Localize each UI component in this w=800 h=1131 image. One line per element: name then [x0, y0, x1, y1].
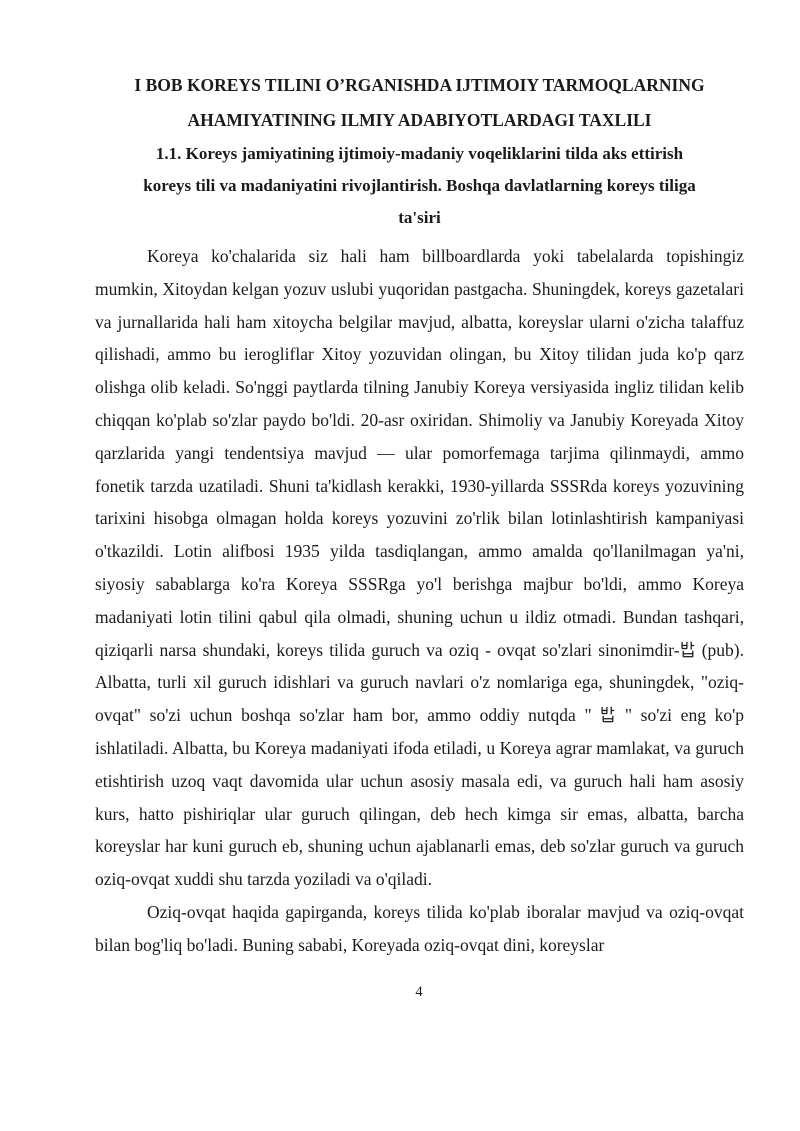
section-heading — [95, 138, 744, 234]
chapter-heading-line-2: AHAMIYATINING ILMIY ADABIYOTLARDAGI TAXLILI — [187, 110, 652, 130]
page-number: 4 — [415, 983, 424, 1000]
hangul-bap-glyph — [600, 706, 616, 723]
body-paragraph-2: Oziq-ovqat haqida gapirganda, koreys tilida ko'plab iboralar mavjud va oziq-ovqat bilan bog'liq bo'ladi. Buning sababi, Koreyada oziq-ovqat dini, koreyslar — [95, 901, 744, 955]
body-paragraph-1: Koreya ko'chalarida siz hali ham billboardlarda yoki tabelalarda topishingiz mumkin, Xitoydan kelgan yozuv uslubi yuqoridan pastgacha. Shuningdek, koreys gazetalari va jurnallarida hali ham xitoycha belgilar mavjud, albatta, koreyslar ularni o'zicha talaffuz qilishadi, ammo bu ierogliflar Xitoy yozuvidan olingan, bu Xitoy tilidan juda ko'p qarz olishga olib keladi. So'nggi paytlarda tilning Janubiy Koreya versiyasida ingliz tilidan kelib chiqqan ko'plab so'zlar paydo bo'ldi. 20-asr oxiridan. Shimoliy va Janubiy Koreyada Xitoy qarzlarida yangi tendentsiya mavjud — ular pomorfemaga tarjima qilinmaydi, ammo fonetik tarzda uzatiladi. Shuni ta'kidlash kerakki, 1930-yillarda SSSRda koreys yozuvining tarixini hisobga olmagan holda koreys yozuvini zo'rlik bilan lotinlashtirish kampaniyasi o'tkazildi. Lotin alifbosi 1935 yilda tasdiqlangan, ammo amalda qo'llanilmagan ya'ni, siyosiy sabablarga ko'ra Koreya SSSRga yo'l berishga majbur bo'ldi, ammo Koreya madaniyati lotin tilini qabul qila olmadi, shuning uchun u ildiz otmadi. Bundan tashqari, qiziqarli narsa shundaki, koreys tilida guruch va oziq - ovqat so'zlari sinonimdir- (pub). Albatta, turli xil guruch idishlari va guruch navlari o'z nomlariga ega, shuningdek, "oziq-ovqat" so'zi uchun boshqa so'zlar ham bor, ammo oddiy nutqda " " so'zi eng ko'p ishlatiladi. Albatta, bu Koreya madaniyati ifoda etiladi, u Koreya agrar mamlakat, va guruch etishtirish uzoq vaqt davomida ular uchun asosiy masala edi, va guruch hali ham asosiy kurs, hatto pishiriqlar ular guruch qilingan, deb hech kimga sir emas, albatta, barcha koreyslar har kuni guruch eb, shuning uchun ajablanarli emas, deb so'zlar guruch va guruch oziq-ovqat xuddi shu tarzda yoziladi va o'qiladi. — [95, 246, 744, 890]
section-heading-line-3: ta'siri — [398, 208, 441, 227]
chapter-heading — [95, 68, 744, 138]
chapter-heading-line-1: I BOB KOREYS TILINI O’RGANISHDA IJTIMOIY TARMOQLARNING — [134, 75, 705, 95]
section-heading-line-2: koreys tili va madaniyatini rivojlantirish. Boshqa davlatlarning koreys tiliga — [143, 176, 696, 195]
hangul-bap-glyph — [680, 641, 696, 658]
section-heading-line-1: 1.1. Koreys jamiyatining ijtimoiy-madaniy voqeliklarini tilda aks ettirish — [155, 144, 684, 163]
